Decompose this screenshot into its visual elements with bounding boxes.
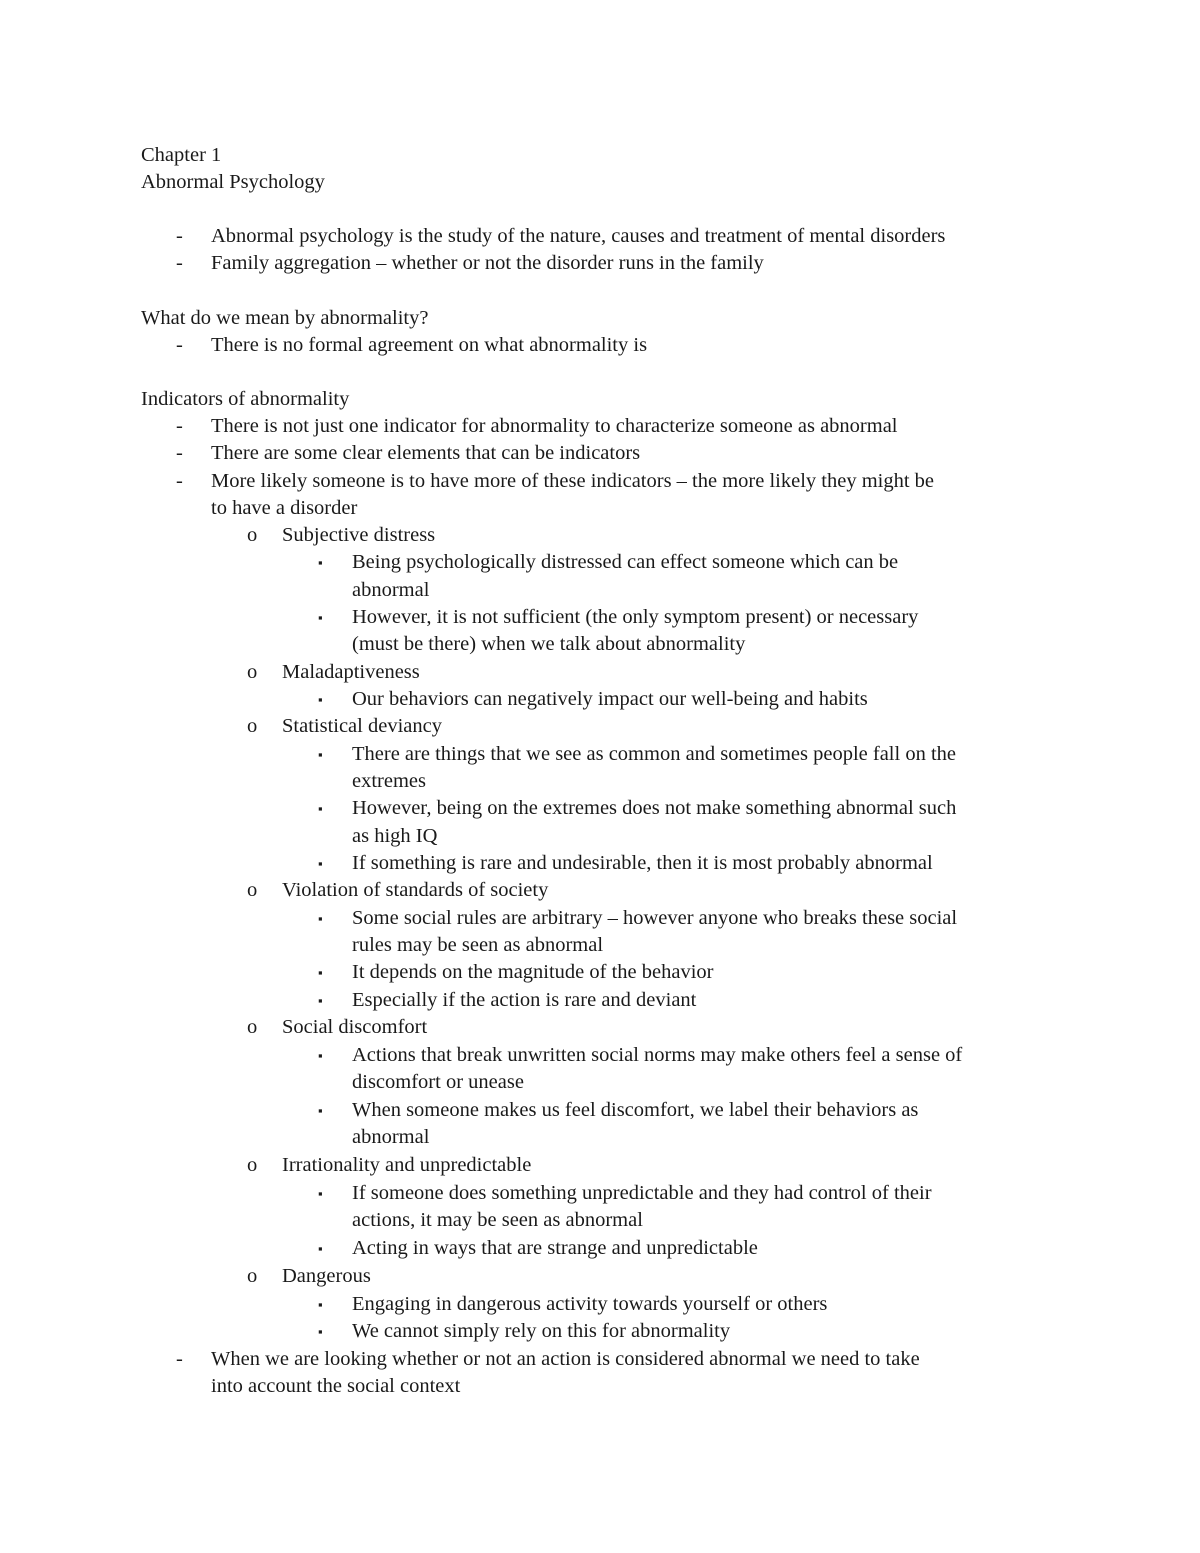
bullet-square: ▪ [318,1324,323,1339]
indicator-detail: It depends on the magnitude of the behavior [352,961,714,983]
indicator-detail: However, being on the extremes does not make something abnormal such [352,797,957,819]
bullet-square: ▪ [318,747,323,762]
indicator-detail: Acting in ways that are strange and unpredictable [352,1237,758,1259]
indicator-detail: abnormal [352,579,430,601]
bullet-square: ▪ [318,1186,323,1201]
bullet-circle: o [247,879,258,901]
indicator-detail: actions, it may be seen as abnormal [352,1209,643,1231]
indicator-detail: abnormal [352,1126,430,1148]
section-heading: Indicators of abnormality [141,388,350,410]
bullet-square: ▪ [318,1241,323,1256]
bullet-dash: - [176,442,183,464]
indicators-point: There are some clear elements that can be indicators [211,442,641,464]
indicator-name: Subjective distress [282,524,436,546]
section-heading: What do we mean by abnormality? [141,307,429,329]
indicator-detail: Actions that break unwritten social norms may make others feel a sense of [352,1044,963,1066]
bullet-square: ▪ [318,993,323,1008]
indicator-detail: Especially if the action is rare and deviant [352,989,697,1011]
bullet-dash: - [176,334,183,356]
indicator-detail: as high IQ [352,825,438,847]
bullet-square: ▪ [318,911,323,926]
bullet-dash: - [176,415,183,437]
indicators-point-continued: to have a disorder [211,497,358,519]
indicator-detail: Some social rules are arbitrary – however anyone who breaks these social [352,907,958,929]
indicator-detail: If something is rare and undesirable, then it is most probably abnormal [352,852,933,874]
bullet-square: ▪ [318,610,323,625]
indicator-detail: rules may be seen as abnormal [352,934,604,956]
bullet-square: ▪ [318,965,323,980]
indicator-detail: Engaging in dangerous activity towards yourself or others [352,1293,828,1315]
bullet-square: ▪ [318,1297,323,1312]
closing-point: When we are looking whether or not an action is considered abnormal we need to take [211,1348,920,1370]
meaning-point: There is no formal agreement on what abnormality is [211,334,648,356]
indicators-point: More likely someone is to have more of these indicators – the more likely they might be [211,470,935,492]
bullet-square: ▪ [318,856,323,871]
indicators-point: There is not just one indicator for abnormality to characterize someone as abnormal [211,415,898,437]
bullet-dash: - [176,470,183,492]
indicator-detail: When someone makes us feel discomfort, we label their behaviors as [352,1099,919,1121]
bullet-circle: o [247,715,258,737]
indicator-detail: There are things that we see as common and sometimes people fall on the [352,743,956,765]
indicator-detail: (must be there) when we talk about abnormality [352,633,746,655]
indicator-name: Dangerous [282,1265,371,1287]
indicator-detail: If someone does something unpredictable and they had control of their [352,1182,932,1204]
bullet-dash: - [176,252,183,274]
subject-title: Abnormal Psychology [141,171,325,193]
bullet-square: ▪ [318,1048,323,1063]
bullet-dash: - [176,1348,183,1370]
indicator-name: Statistical deviancy [282,715,442,737]
intro-point: Family aggregation – whether or not the disorder runs in the family [211,252,764,274]
chapter-title: Chapter 1 [141,144,222,166]
indicator-name: Violation of standards of society [282,879,549,901]
indicator-detail: Being psychologically distressed can effect someone which can be [352,551,899,573]
bullet-square: ▪ [318,692,323,707]
bullet-square: ▪ [318,555,323,570]
indicator-detail: extremes [352,770,426,792]
bullet-circle: o [247,524,258,546]
indicator-detail: discomfort or unease [352,1071,524,1093]
indicator-name: Irrationality and unpredictable [282,1154,532,1176]
indicator-detail: However, it is not sufficient (the only symptom present) or necessary [352,606,919,628]
bullet-circle: o [247,1265,258,1287]
indicator-detail: We cannot simply rely on this for abnormality [352,1320,731,1342]
bullet-square: ▪ [318,801,323,816]
indicator-detail: Our behaviors can negatively impact our well-being and habits [352,688,868,710]
indicator-name: Maladaptiveness [282,661,420,683]
bullet-circle: o [247,661,258,683]
bullet-circle: o [247,1154,258,1176]
bullet-circle: o [247,1016,258,1038]
intro-point: Abnormal psychology is the study of the nature, causes and treatment of mental disorders [211,225,946,247]
bullet-dash: - [176,225,183,247]
closing-point-continued: into account the social context [211,1375,461,1397]
bullet-square: ▪ [318,1103,323,1118]
indicator-name: Social discomfort [282,1016,428,1038]
